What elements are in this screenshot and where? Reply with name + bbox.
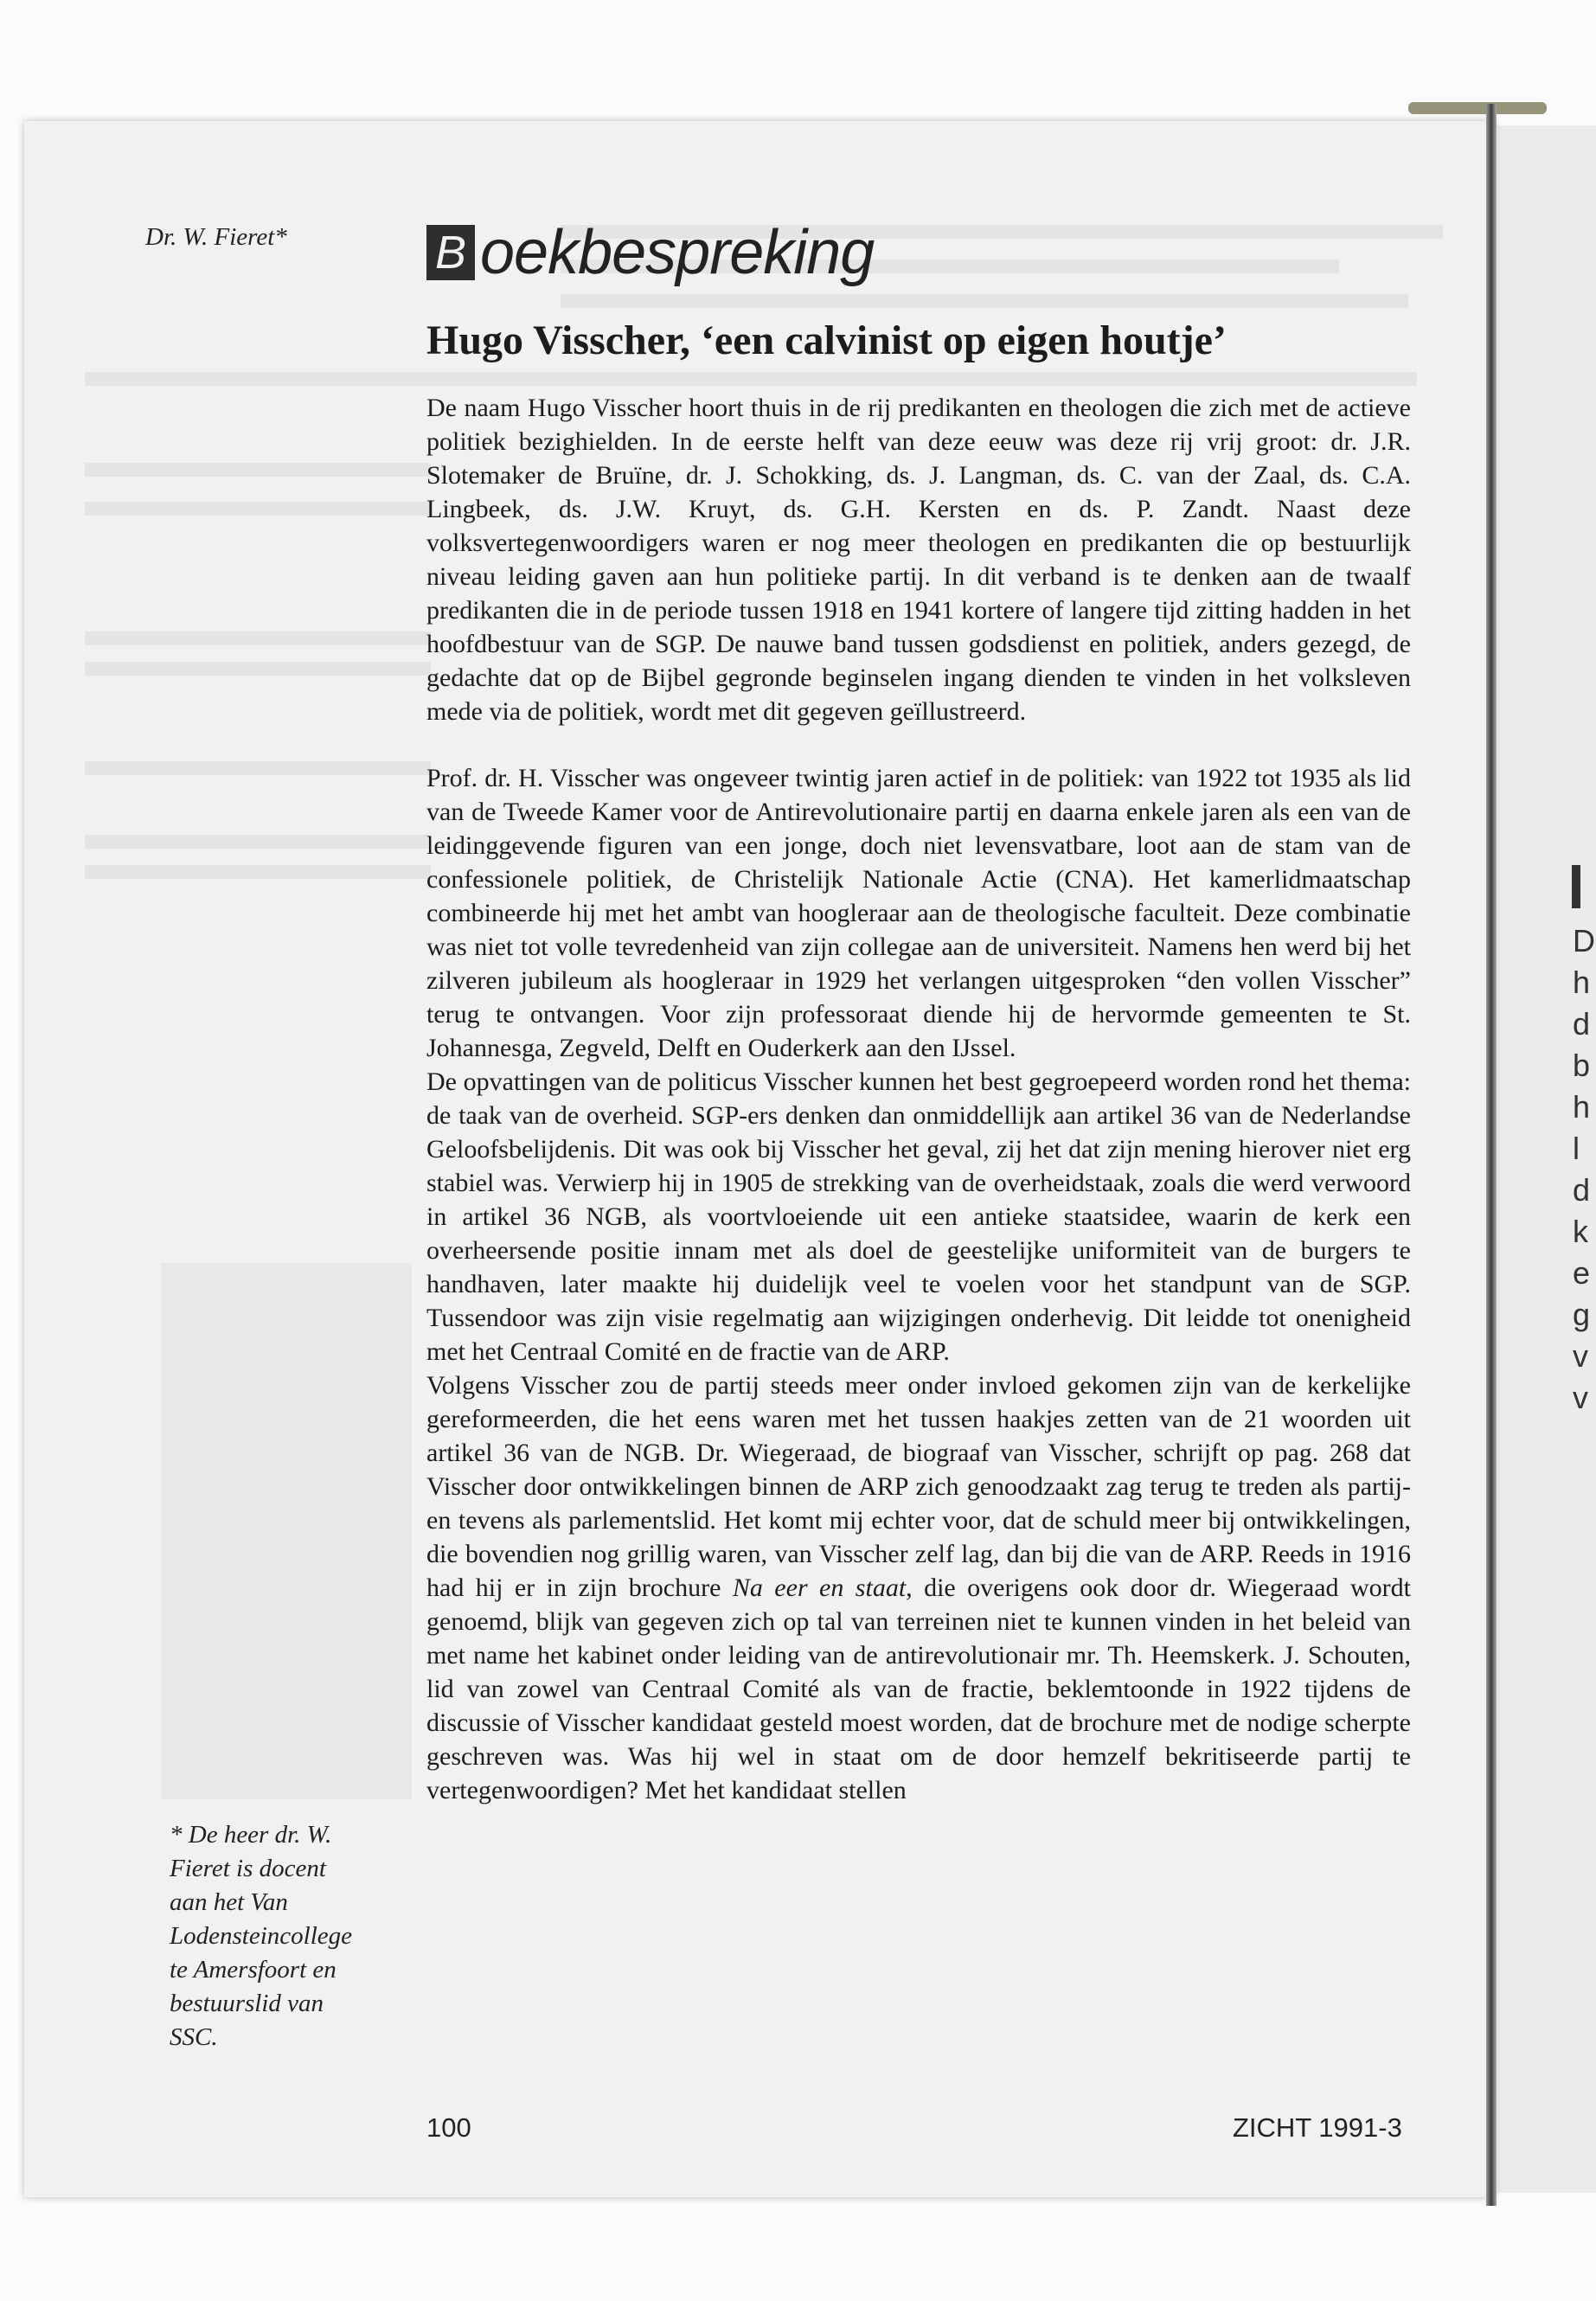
facing-letter: v — [1573, 1338, 1588, 1374]
section-header — [426, 218, 875, 287]
facing-letter: g — [1573, 1297, 1591, 1332]
show-through — [85, 761, 431, 775]
brochure-title: Na eer en staat — [732, 1574, 907, 1602]
magazine-issue: ZICHT 1991-3 — [1233, 2112, 1402, 2143]
facing-letter: h — [1573, 965, 1591, 1000]
text-run: , die overigens ook door dr. Wiegeraad wordt genoemd, blijk van gegeven zich op tal van terreinen niet te kunnen vinden in het beleid van met name het kabinet onder leiding van de antirevolutionair mr. Th. Heemskerk. J. Schouten, lid van zowel van Centraal Comité als van de fractie, beklemtoonde in 1922 tijdens de discussie of Visscher kandidaat gesteld moest worden, dat de brochure met de nodige scherpte geschreven was. Was hij wel in staat om de door hemzelf bekritiseerde partij te vertegenwoordigen? Met het kandidaat stellen — [426, 1574, 1411, 1804]
show-through — [85, 631, 431, 645]
facing-letter: v — [1573, 1380, 1588, 1415]
facing-letter: e — [1573, 1255, 1591, 1291]
facing-letter: k — [1573, 1214, 1588, 1249]
show-through — [85, 502, 431, 516]
binding-top — [1408, 102, 1547, 114]
show-through — [85, 463, 431, 477]
paragraph: De naam Hugo Visscher hoort thuis in de rij predikanten en theologen die zich met de actieve politiek bezighielden. In de eerste helft van deze eeuw was deze rij vrij groot: dr. J.R. Slotemaker de Bruïne, dr. J. Schokking, ds. J. Langman, ds. C. van der Zaal, ds. C.A. Lingbeek, ds. J.W. Kruyt, ds. G.H. Kersten en ds. P. Zandt. Naast deze volksvertegenwoordigers waren er nog meer theologen en predikanten die op bestuurlijk niveau leiding gaven aan hun politieke partij. In dit verband is te denken aan de twaalf predikanten die in de periode tussen 1918 en 1941 kortere of langere tijd zitting hadden in het hoofdbestuur van de SGP. De nauwe band tussen godsdienst en politiek, anders gezegd, de gedachte dat op de Bijbel gegronde beginselen ingang dienden te vinden in het volksleven mede via de politiek, wordt met dit gegeven geïllustreerd. — [426, 394, 1411, 726]
facing-letter: D — [1573, 923, 1595, 958]
show-through — [85, 865, 431, 879]
section-title: oekbespreking — [480, 218, 875, 287]
article-title: Hugo Visscher, ‘een calvinist op eigen houtje’ — [426, 317, 1227, 363]
show-through — [85, 835, 431, 849]
binding-spine — [1486, 104, 1497, 2206]
article-body — [426, 391, 1411, 1807]
show-through — [85, 372, 1417, 386]
facing-letter: b — [1573, 1048, 1591, 1083]
facing-letter: d — [1573, 1006, 1591, 1042]
facing-letter: h — [1573, 1089, 1591, 1125]
paragraph: Prof. dr. H. Visscher was ongeveer twintig jaren actief in de politiek: van 1922 tot 1935 als lid van de Tweede Kamer voor de Antirevolutionaire partij en daarna enkele jaren als een van de leidinggevende figuren van een jonge, doch niet levensvatbare, loot aan de stam van de confessionele politiek, de Christelijk Nationale Actie (CNA). Het kamerlidmaatschap combineerde hij met het ambt van hoogleraar aan de theologische faculteit. Deze combinatie was niet tot volle tevredenheid van zijn collegae aan de universiteit. Namens hen werd bij het zilveren jubileum als hoogleraar in 1929 het verlangen uitgesproken “den vollen Visscher” terug te ontvangen. Voor zijn professoraat diende hij de hervormde gemeenten te St. Johannesga, Zegveld, Delft en Ouderkerk aan den IJssel. — [426, 764, 1411, 1062]
page-number: 100 — [426, 2112, 471, 2143]
show-through — [561, 294, 1408, 308]
text-run: Volgens Visscher zou de partij steeds meer onder invloed gekomen zijn van de kerkelijke gereformeerden, die het eens waren met het tussen haakjes zetten van de 21 woorden uit artikel 36 van de NGB. Dr. Wiegeraad, de biograaf van Visscher, schrijft op pag. 268 dat Visscher door ontwikkelingen binnen de ARP zich genoodzaakt zag terug te treden als partij- en tevens als parlementslid. Het komt mij echter voor, dat de schuld meer bij ontwikkelingen, die bovendien nog grillig waren, van Visscher zelf lag, dan bij die van de ARP. Reeds in 1916 had hij er in zijn brochure — [426, 1371, 1411, 1602]
author-name: Dr. W. Fieret* — [145, 223, 287, 251]
paragraph — [426, 1368, 1411, 1807]
facing-letter: d — [1573, 1172, 1591, 1208]
section-initial-box: B — [426, 225, 475, 280]
show-through-photo — [161, 1263, 412, 1799]
author-footnote: * De heer dr. W. Fieret is docent aan het Van Lodensteincollege te Amersfoort en bestuurslid van SSC. — [170, 1821, 353, 2051]
facing-page-text-edge — [1573, 865, 1596, 1419]
facing-letter: l — [1573, 1131, 1580, 1166]
paragraph: De opvattingen van de politicus Visscher kunnen het best gegroepeerd worden rond het thema: de taak van de overheid. SGP-ers denken dan onmiddellijk aan artikel 36 van de Nederlandse Geloofsbelijdenis. Dit was ook bij Visscher het geval, zij het dat zijn mening hierover niet erg stabiel was. Verwierp hij in 1905 de strekking van de overheidstaak, zoals die werd verwoord in artikel 36 NGB, als voortvloeiende uit een antieke staatsidee, waarin de kerk een overheersende positie innam met als doel de geestelijke uniformiteit van de burgers te handhaven, later maakte hij duidelijk veel te voelen voor het standpunt van de SGP. Tussendoor was zijn visie regelmatig aan wijzigingen onderhevig. Dit leidde tot onenigheid met het Centraal Comité en de fractie van de ARP. — [426, 1067, 1411, 1366]
show-through — [85, 662, 431, 676]
